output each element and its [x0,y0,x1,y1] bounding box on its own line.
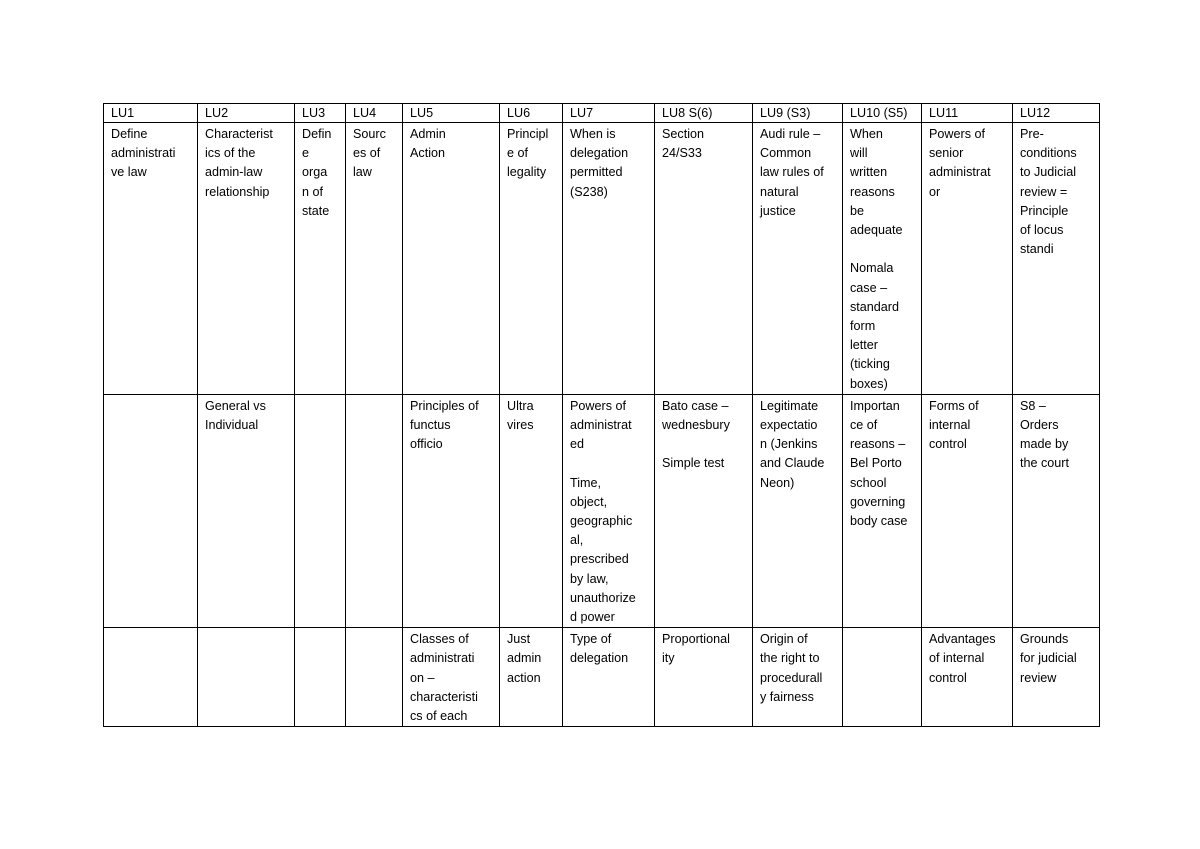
column-header: LU1 [104,104,198,123]
table-cell: Just admin action [500,628,563,727]
table-cell: Audi rule – Common law rules of natural justice [753,123,843,395]
table-cell [104,628,198,727]
table-cell: Principles of functus officio [403,394,500,627]
table-cell [198,628,295,727]
table-cell: Legitimate expectatio n (Jenkins and Claude Neon) [753,394,843,627]
table-cell: Advantages of internal control [922,628,1013,727]
table-cell [346,628,403,727]
column-header: LU7 [563,104,655,123]
table-cell: Forms of internal control [922,394,1013,627]
table-cell: Powers of administrat ed Time, object, geographic al, prescribed by law, unauthorize d power [563,394,655,627]
table-cell: Admin Action [403,123,500,395]
column-header: LU3 [295,104,346,123]
table-cell: Ultra vires [500,394,563,627]
table-cell: Principl e of legality [500,123,563,395]
table-cell: Powers of senior administrat or [922,123,1013,395]
learning-units-table [103,103,1100,727]
table-cell: Pre- conditions to Judicial review = Principle of locus standi [1013,123,1100,395]
table-row [104,394,1100,627]
column-header: LU11 [922,104,1013,123]
table-cell: Classes of administrati on – characteristi cs of each [403,628,500,727]
table-cell: Proportional ity [655,628,753,727]
column-header: LU10 (S5) [843,104,922,123]
table-cell [104,394,198,627]
table-cell [295,628,346,727]
table-cell: Defin e orga n of state [295,123,346,395]
table-header-row [104,104,1100,123]
table-cell: S8 – Orders made by the court [1013,394,1100,627]
column-header: LU5 [403,104,500,123]
table-cell [295,394,346,627]
column-header: LU8 S(6) [655,104,753,123]
table-cell: When is delegation permitted (S238) [563,123,655,395]
table-cell: Importan ce of reasons – Bel Porto school governing body case [843,394,922,627]
column-header: LU4 [346,104,403,123]
table-cell: Characterist ics of the admin-law relationship [198,123,295,395]
table-cell [843,628,922,727]
column-header: LU6 [500,104,563,123]
table-cell: General vs Individual [198,394,295,627]
table-cell [346,394,403,627]
column-header: LU9 (S3) [753,104,843,123]
table-cell: Define administrati ve law [104,123,198,395]
table-cell: Origin of the right to procedurall y fairness [753,628,843,727]
table-row [104,123,1100,395]
table-row [104,628,1100,727]
table-cell: When will written reasons be adequate Nomala case – standard form letter (ticking boxes) [843,123,922,395]
table-cell: Bato case – wednesbury Simple test [655,394,753,627]
column-header: LU12 [1013,104,1100,123]
table-cell: Sourc es of law [346,123,403,395]
table-cell: Type of delegation [563,628,655,727]
column-header: LU2 [198,104,295,123]
table-cell: Section 24/S33 [655,123,753,395]
table-cell: Grounds for judicial review [1013,628,1100,727]
